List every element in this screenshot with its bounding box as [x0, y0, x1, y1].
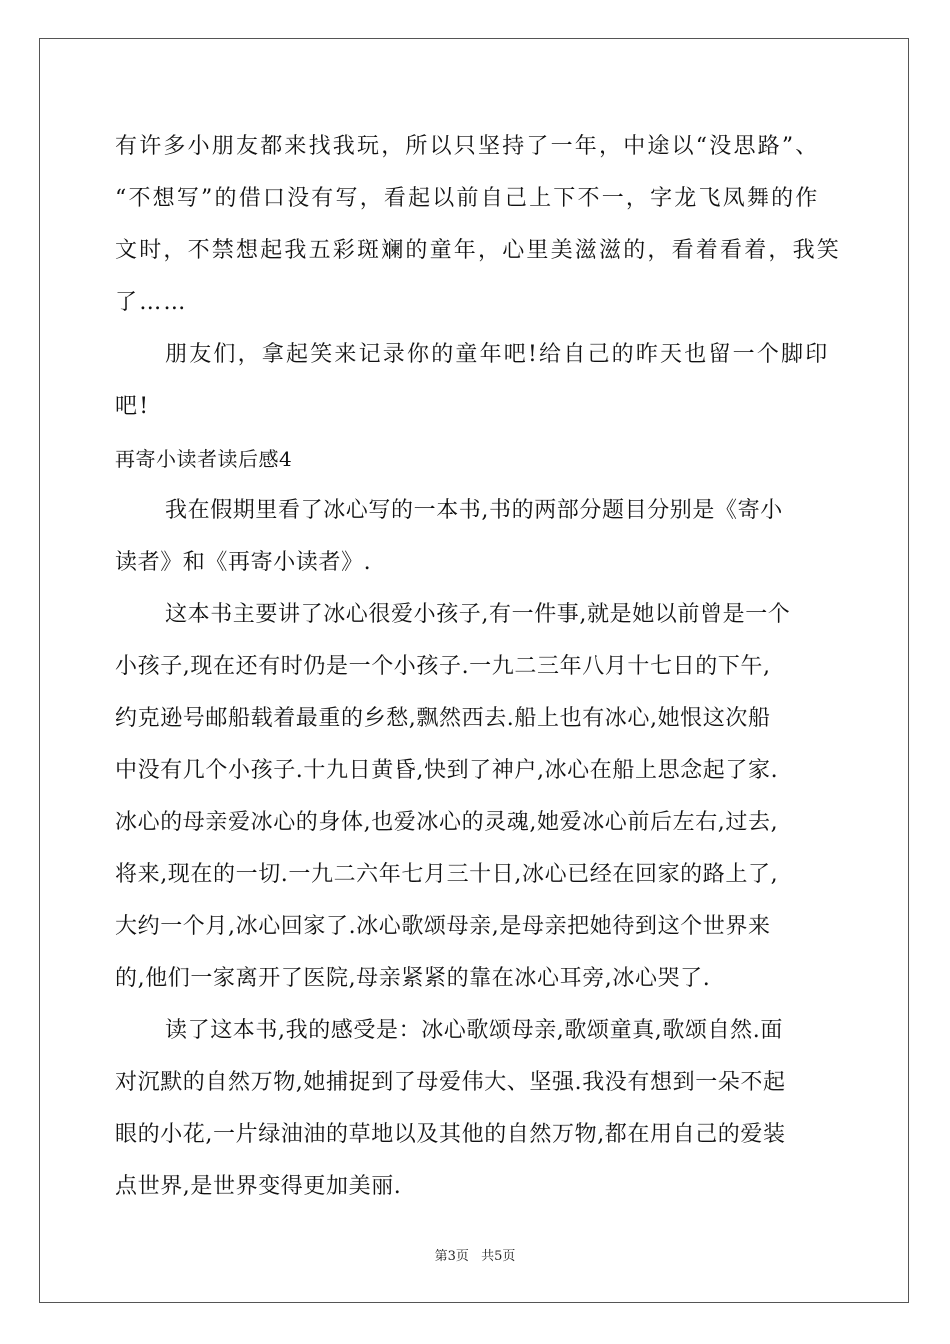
text-line: 点世界,是世界变得更加美丽. — [115, 1174, 402, 1199]
page-total: 共5页 — [481, 1249, 516, 1264]
paragraph-5 — [115, 1005, 835, 1213]
text-line: “不想写”的借口没有写，看起以前自己上下不一，字龙飞凤舞的作 — [115, 186, 820, 211]
text-line: 小孩子,现在还有时仍是一个小孩子.一九二三年八月十七日的下午, — [115, 654, 771, 679]
page-number: 第3页 — [434, 1249, 469, 1264]
text-line: 冰心的母亲爱冰心的身体,也爱冰心的灵魂,她爱冰心前后左右,过去, — [115, 810, 779, 835]
text-line: 读了这本书,我的感受是：冰心歌颂母亲,歌颂童真,歌颂自然.面 — [165, 1018, 783, 1043]
text-line: 约克逊号邮船载着最重的乡愁,飘然西去.船上也有冰心,她恨这次船 — [115, 706, 771, 731]
paragraph-3 — [115, 485, 835, 589]
text-line: 朋友们，拿起笑来记录你的童年吧!给自己的昨天也留一个脚印 — [165, 342, 830, 367]
text-line: 将来,现在的一切.一九二六年七月三十日,冰心已经在回家的路上了, — [115, 862, 779, 887]
text-line: 这本书主要讲了冰心很爱小孩子,有一件事,就是她以前曾是一个 — [165, 602, 791, 627]
text-line: 了…… — [115, 290, 188, 315]
page-footer — [0, 1245, 950, 1264]
text-line: 中没有几个小孩子.十九日黄昏,快到了神户,冰心在船上思念起了家. — [115, 758, 779, 783]
text-line: 有许多小朋友都来找我玩，所以只坚持了一年，中途以“没思路”、 — [115, 134, 820, 159]
section-heading: 再寄小读者读后感4 — [115, 447, 293, 471]
paragraph-4 — [115, 589, 835, 1005]
text-line: 我在假期里看了冰心写的一本书,书的两部分题目分别是《寄小 — [165, 498, 783, 523]
text-line: 眼的小花,一片绿油油的草地以及其他的自然万物,都在用自己的爱装 — [115, 1122, 786, 1147]
text-line: 文时，不禁想起我五彩斑斓的童年，心里美滋滋的，看着看着，我笑 — [115, 238, 842, 263]
paragraph-1 — [115, 121, 842, 329]
paragraph-2 — [115, 329, 835, 433]
text-line: 读者》和《再寄小读者》. — [115, 550, 372, 575]
document-body — [115, 121, 842, 1213]
text-line: 大约一个月,冰心回家了.冰心歌颂母亲,是母亲把她待到这个世界来 — [115, 914, 771, 939]
text-line: 对沉默的自然万物,她捕捉到了母爱伟大、坚强.我没有想到一朵不起 — [115, 1070, 786, 1095]
text-line: 吧! — [115, 394, 151, 419]
text-line: 的,他们一家离开了医院,母亲紧紧的靠在冰心耳旁,冰心哭了. — [115, 966, 711, 991]
